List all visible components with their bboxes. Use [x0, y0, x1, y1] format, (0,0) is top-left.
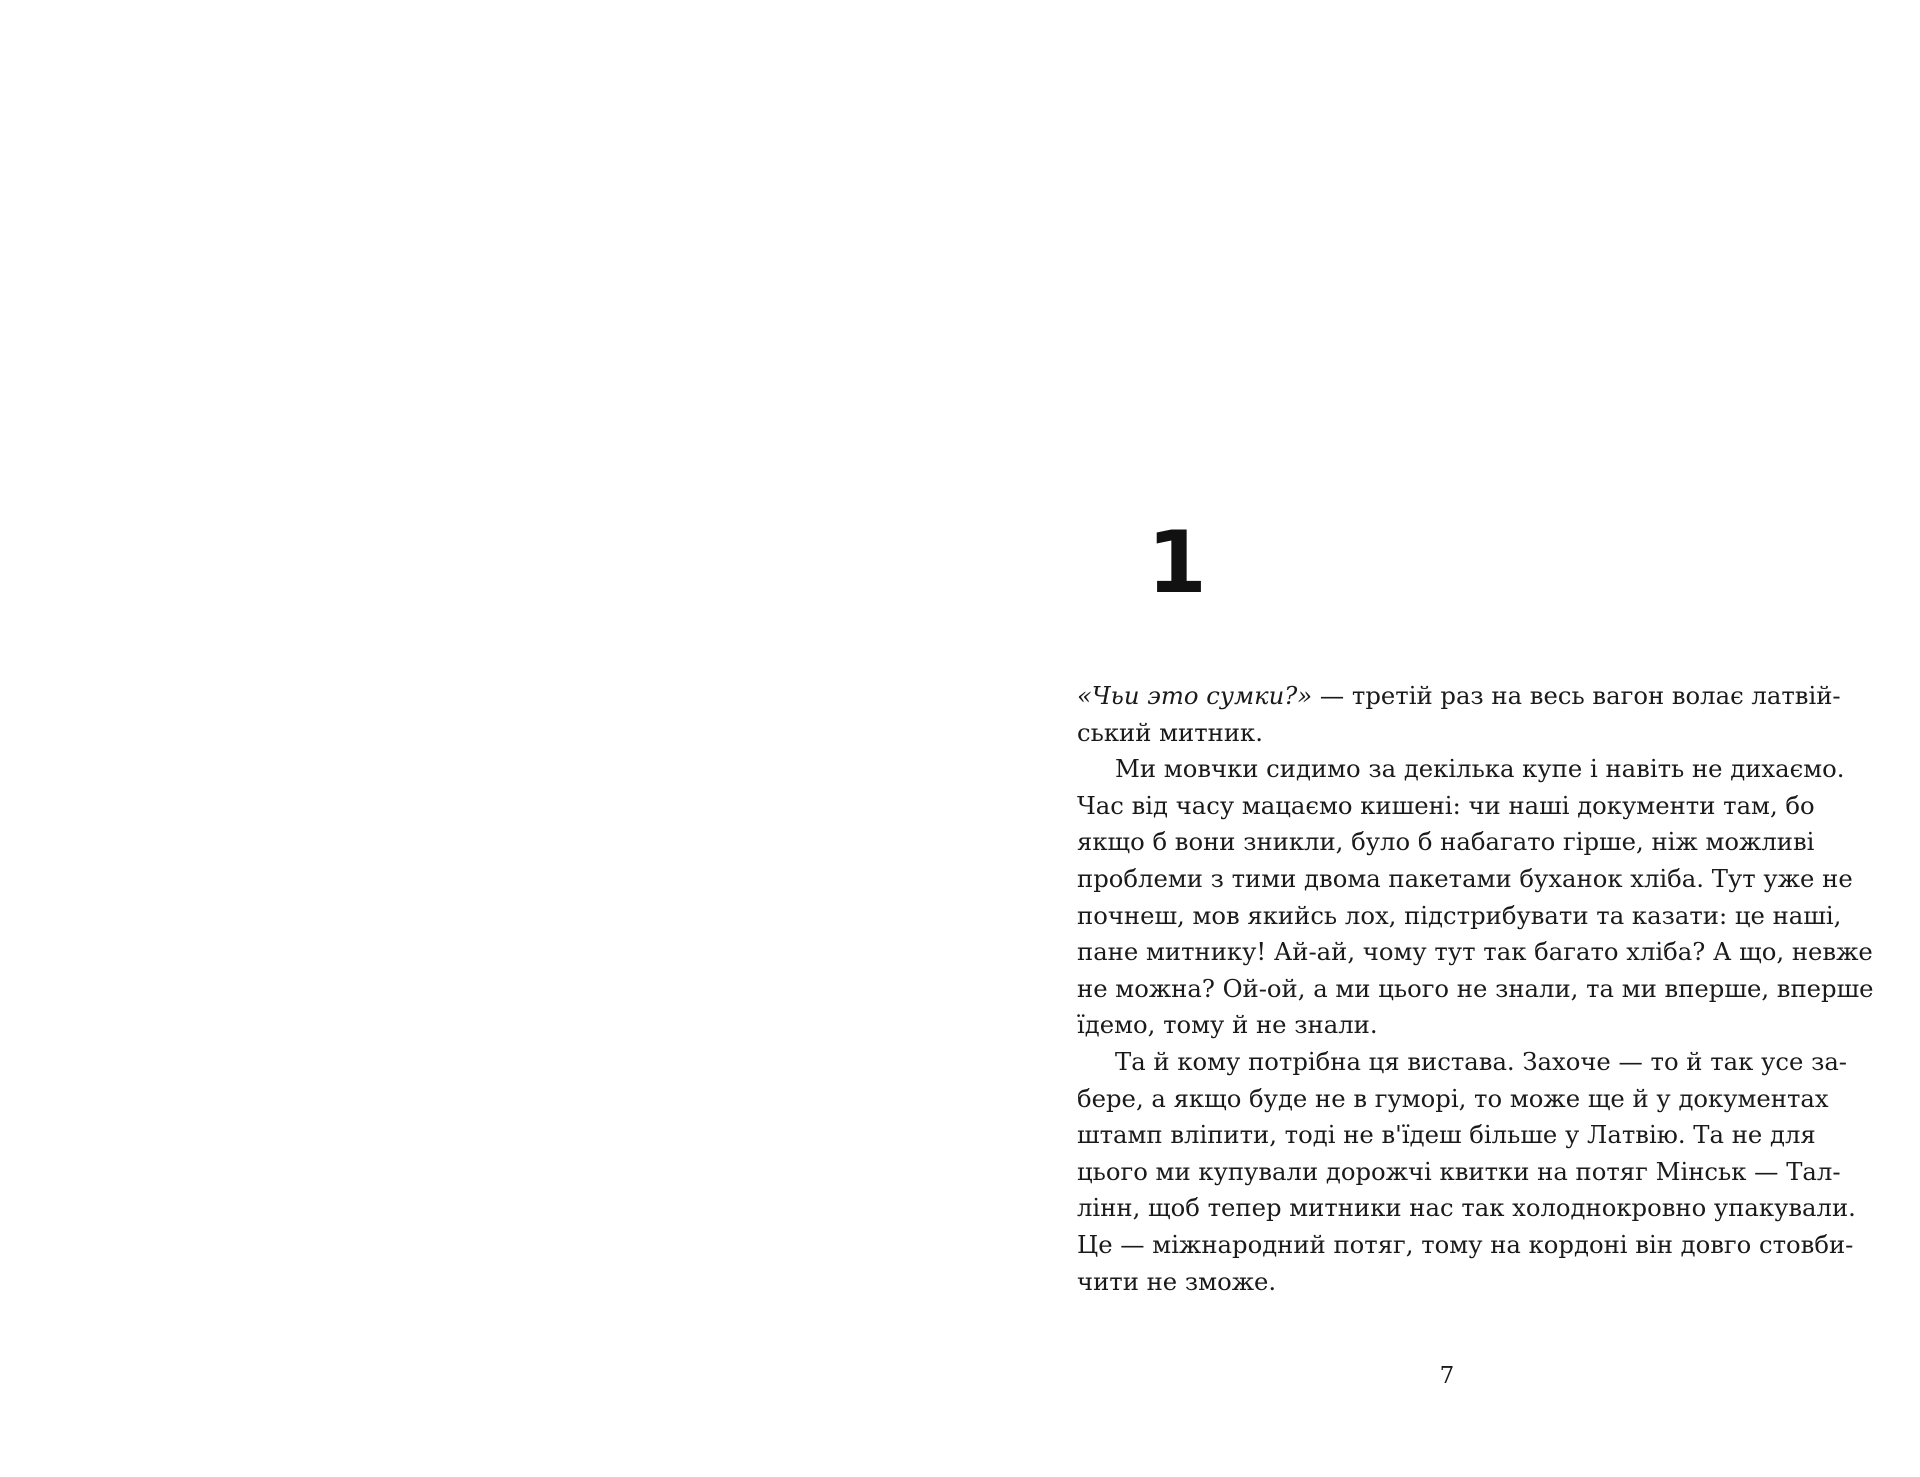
page-number: 7: [1439, 1363, 1455, 1389]
paragraph-2-line: пане митнику! Ай-ай, чому тут так багато хліба? А що, невже: [1077, 937, 1873, 967]
paragraph-2-line: якщо б вони зникли, було б набагато гірше, ніж можливі: [1077, 827, 1815, 857]
paragraph-2-line: почнеш, мов якийсь лох, підстрибувати та казати: це наші,: [1077, 900, 1842, 930]
paragraph-3-line: Це — міжнародний потяг, тому на кордоні він довго стовби-: [1077, 1229, 1854, 1259]
paragraph-3-line: бере, а якщо буде не в гуморі, то може ще й у документах: [1077, 1083, 1829, 1113]
chapter-body-text: [1077, 678, 1874, 1300]
paragraph-2-line: Ми мовчки сидимо за декілька купе і навіть не дихаємо.: [1115, 754, 1845, 784]
chapter-number: 1: [1147, 513, 1205, 613]
paragraph-3-line: штамп вліпити, тоді не в'їдеш більше у Латвію. Та не для: [1077, 1120, 1816, 1150]
italic-quote: «Чьи это сумки?»: [1077, 681, 1313, 710]
paragraph-2-line: проблеми з тими двома пакетами буханок хліба. Тут уже не: [1077, 863, 1853, 893]
paragraph-3-line: цього ми купували дорожчі квитки на потяг Мінськ — Тал-: [1077, 1156, 1841, 1186]
paragraph-2-line: їдемо, тому й не знали.: [1077, 1010, 1378, 1040]
paragraph-3-line: чити не зможе.: [1077, 1266, 1277, 1296]
paragraph-1-line-2: ський митник.: [1077, 717, 1263, 747]
paragraph-1-line-1: [1077, 678, 1841, 715]
right-page: [960, 0, 1920, 1477]
paragraph-1-line-1-rest: — третій раз на весь вагон волає латвій-: [1312, 681, 1841, 710]
paragraph-3-line: Та й кому потрібна ця вистава. Захоче — то й так усе за-: [1115, 1046, 1848, 1076]
paragraph-2-line: Час від часу мацаємо кишені: чи наші документи там, бо: [1077, 790, 1815, 820]
paragraph-3-line: лінн, щоб тепер митники нас так холоднокровно упакували.: [1077, 1193, 1856, 1223]
paragraph-2-line: не можна? Ой-ой, а ми цього не знали, та ми вперше, вперше: [1077, 973, 1874, 1003]
